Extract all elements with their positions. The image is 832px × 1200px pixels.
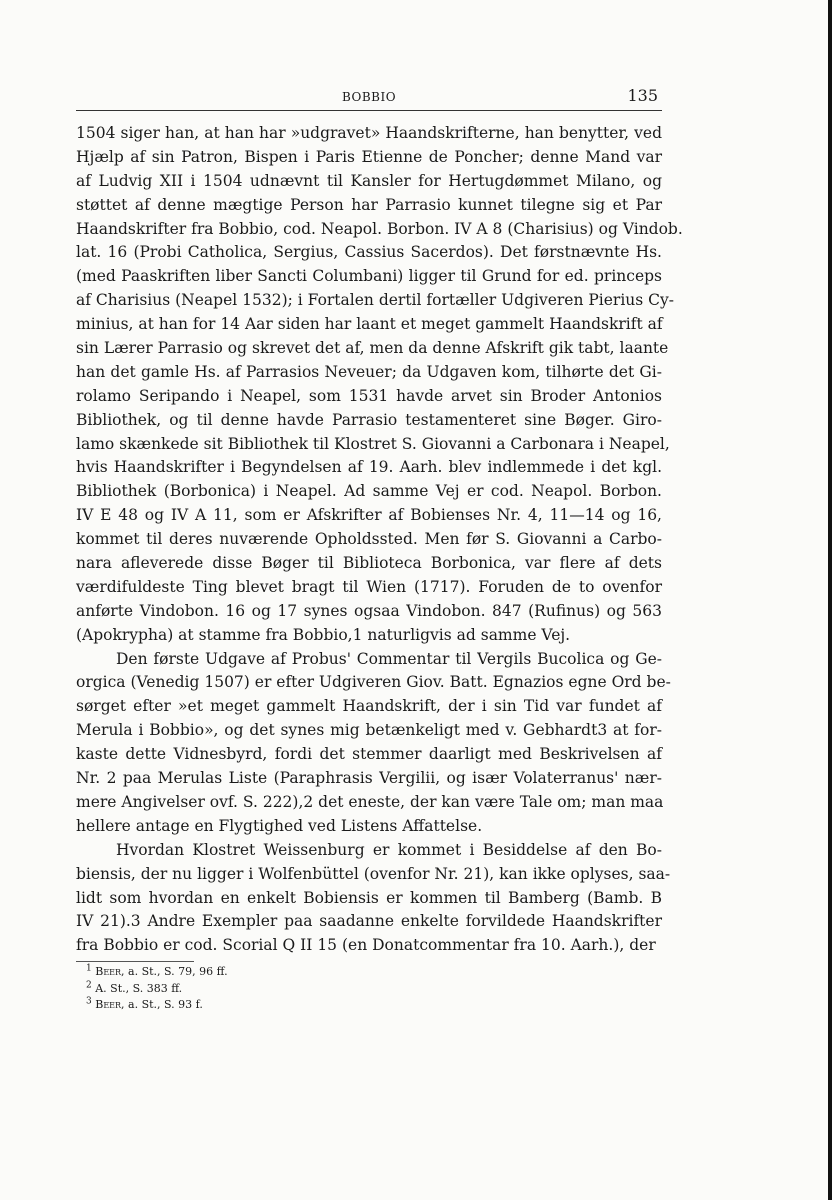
footnote [86, 997, 486, 1014]
text-line: Nr. 2 paa Merulas Liste (Paraphrasis Vergilii, og især Volaterranus' nær- [76, 769, 662, 788]
text-line: kaste dette Vidnesbyrd, fordi det stemmer daarligt med Beskrivelsen af [76, 745, 662, 764]
text-line: anførte Vindobon. 16 og 17 synes ogsaa Vindobon. 847 (Rufinus) og 563 [76, 601, 662, 620]
footnote-mark: 3 [86, 996, 92, 1007]
text-line: mere Angivelser ovf. S. 222),2 det eneste, der kan være Tale om; man maa [76, 792, 664, 811]
text-line: Haandskrifter fra Bobbio, cod. Neapol. Borbon. IV A 8 (Charisius) og Vindob. [76, 219, 683, 238]
text-line: fra Bobbio er cod. Scorial Q II 15 (en Donatcommentar fra 10. Aarh.), der [76, 936, 656, 955]
running-head: BOBBIO [341, 90, 397, 104]
text-line: Bibliothek (Borbonica) i Neapel. Ad samme Vej er cod. Neapol. Borbon. [76, 482, 662, 501]
footnote-mark: 1 [86, 963, 92, 974]
text-line: lat. 16 (Probi Catholica, Sergius, Cassius Sacerdos). Det førstnævnte Hs. [76, 243, 662, 262]
footnotes [86, 964, 486, 1014]
text-line: Den første Udgave af Probus' Commentar til Vergils Bucolica og Ge- [116, 649, 662, 668]
text-line: (Apokrypha) at stamme fra Bobbio,1 naturligvis ad samme Vej. [76, 625, 571, 644]
text-line: Hvordan Klostret Weissenburg er kommet i Besiddelse af den Bo- [116, 840, 662, 859]
footnote-author: Beer [95, 965, 122, 978]
text-line: nara afleverede disse Bøger til Biblioteca Borbonica, var flere af dets [76, 554, 662, 573]
page-header [76, 88, 662, 111]
footnote-mark: 2 [86, 979, 92, 990]
text-line: 1504 siger han, at han har »udgravet» Haandskrifterne, han benytter, ved [76, 124, 662, 142]
text-line: kommet til deres nuværende Opholdssted. Men før S. Giovanni a Carbo- [76, 530, 662, 549]
text-line: værdifuldeste Ting blevet bragt til Wien (1717). Foruden de to ovenfor [76, 577, 662, 596]
text-line: (med Paaskriften liber Sancti Columbani) ligger til Grund for ed. princeps [76, 267, 662, 286]
text-line: af Ludvig XII i 1504 udnævnt til Kansler for Hertugdømmet Milano, og [76, 171, 662, 190]
text-line: hellere antage en Flygtighed ved Listens Affattelse. [76, 816, 483, 835]
text-line: lamo skænkede sit Bibliothek til Klostret S. Giovanni a Carbonara i Neapel, [76, 434, 670, 453]
footnote [86, 981, 486, 998]
text-line: sin Lærer Parrasio og skrevet det af, men da denne Afskrift gik tabt, laante [76, 339, 669, 358]
text-line: IV E 48 og IV A 11, som er Afskrifter af Bobienses Nr. 4, 11—14 og 16, [76, 506, 662, 525]
text-line: Merula i Bobbio», og det synes mig betænkeligt med v. Gebhardt3 at for- [76, 721, 662, 740]
text-line: Hjælp af sin Patron, Bispen i Paris Etienne de Poncher; denne Mand var [76, 147, 662, 166]
footnote-text: A. St., S. 383 ff. [95, 981, 183, 995]
body-text [76, 122, 683, 958]
text-line: lidt som hvordan en enkelt Bobiensis er kommen til Bamberg (Bamb. B [76, 888, 662, 907]
footnote-text: , a. St., S. 79, 96 ff. [121, 965, 228, 978]
text-line: af Charisius (Neapel 1532); i Fortalen dertil fortæller Udgiveren Pierius Cy- [76, 291, 675, 310]
footnote-author: Beer [95, 998, 122, 1012]
footnote-rule [76, 961, 194, 962]
text-line: biensis, der nu ligger i Wolfenbüttel (ovenfor Nr. 21), kan ikke oplyses, saa- [76, 864, 671, 883]
text-line: sørget efter »et meget gammelt Haandskrift, der i sin Tid var fundet af [76, 697, 662, 716]
text-line: hvis Haandskrifter i Begyndelsen af 19. Aarh. blev indlemmede i det kgl. [76, 458, 662, 477]
text-line: IV 21).3 Andre Exempler paa saadanne enkelte forvildede Haandskrifter [76, 912, 662, 931]
text-line: han det gamle Hs. af Parrasios Neveuer; da Udgaven kom, tilhørte det Gi- [76, 362, 662, 381]
footnote [86, 964, 486, 981]
text-line: orgica (Venedig 1507) er efter Udgiveren Giov. Batt. Egnazios egne Ord be- [76, 673, 671, 692]
page-number: 135 [627, 86, 658, 105]
text-line: støttet af denne mægtige Person har Parrasio kunnet tilegne sig et Par [76, 195, 662, 214]
page-edge-shadow [828, 0, 832, 1200]
text-line: rolamo Seripando i Neapel, som 1531 havde arvet sin Broder Antonios [76, 386, 662, 405]
footnote-text: , a. St., S. 93 f. [121, 998, 203, 1012]
text-line: minius, at han for 14 Aar siden har laant et meget gammelt Haandskrift af [76, 315, 663, 334]
text-line: Bibliothek, og til denne havde Parrasio testamenteret sine Bøger. Giro- [76, 410, 662, 429]
